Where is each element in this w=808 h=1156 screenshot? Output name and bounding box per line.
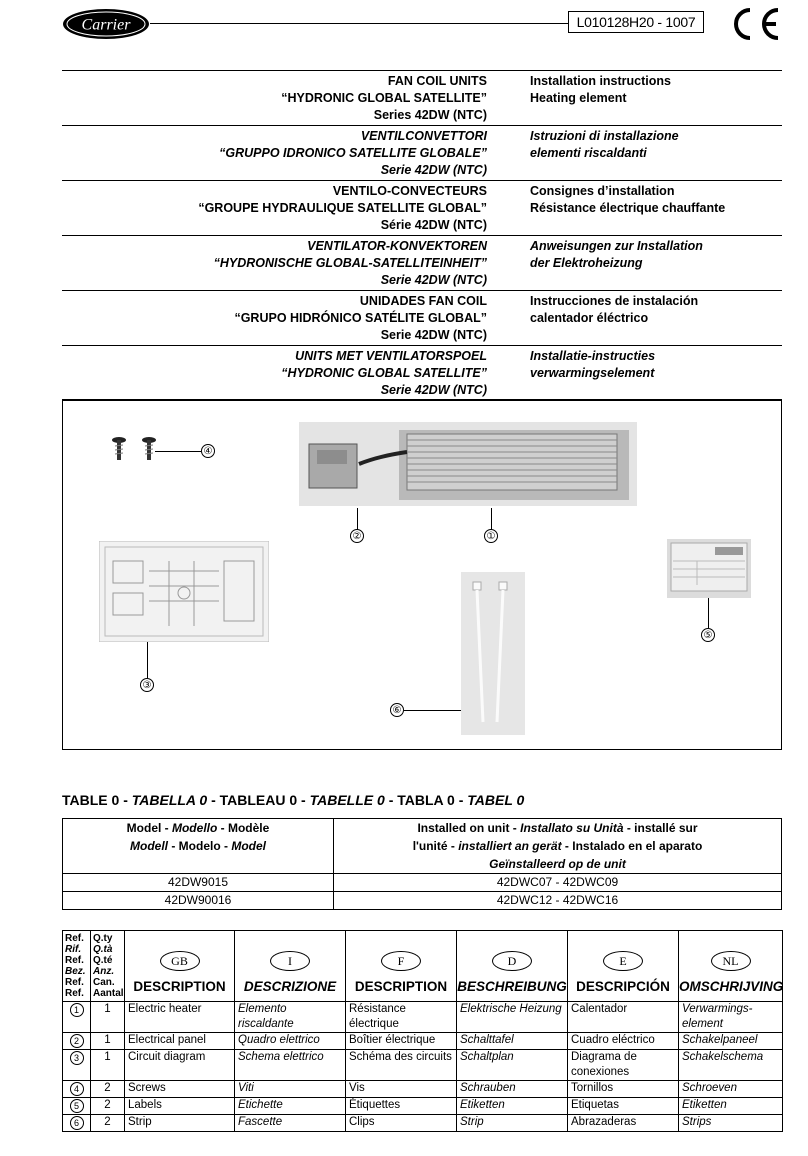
callout-5: ⑤	[701, 628, 715, 642]
table0-title: TABLE 0 - TABELLA 0 - TABLEAU 0 - TABELLE 0 - TABLA 0 - TABEL 0	[62, 792, 525, 808]
title-line: Résistance électrique chauffante	[530, 201, 726, 215]
description-cell: Cuadro eléctrico	[568, 1033, 679, 1050]
description-cell: Quadro elettrico	[235, 1033, 346, 1050]
description-cell: Schéma des circuits	[346, 1050, 457, 1081]
description-cell: Résistance électrique	[346, 1002, 457, 1033]
language-code-badge: NL	[711, 951, 751, 971]
title-product-name	[62, 73, 487, 124]
ref-cell: 2	[63, 1033, 91, 1050]
language-code-badge: E	[603, 951, 643, 971]
table-row	[63, 1002, 783, 1033]
description-cell: Schakelschema	[679, 1050, 783, 1081]
title-line: Istruzioni di installazione	[530, 129, 679, 143]
language-code-badge: F	[381, 951, 421, 971]
model-header: Model - Modello - Modèle Modell - Modelo - Model	[63, 819, 334, 874]
carrier-logo	[62, 8, 150, 40]
title-line: UNITS MET VENTILATORSPOEL	[295, 349, 487, 363]
language-header	[457, 931, 568, 1002]
title-line: “GRUPPO IDRONICO SATELLITE GLOBALE”	[219, 146, 487, 160]
ref-cell: 3	[63, 1050, 91, 1081]
description-cell: Electrical panel	[125, 1033, 235, 1050]
title-line: elementi riscaldanti	[530, 146, 647, 160]
description-cell: Fascette	[235, 1115, 346, 1132]
description-cell: Circuit diagram	[125, 1050, 235, 1081]
ref-cell: 6	[63, 1115, 91, 1132]
description-cell: Schakelpaneel	[679, 1033, 783, 1050]
title-document-type	[487, 128, 782, 179]
ref-cell: 1	[63, 1002, 91, 1033]
language-header	[235, 931, 346, 1002]
title-document-type	[487, 238, 782, 289]
qty-cell: 1	[91, 1002, 125, 1033]
title-line: Serie 42DW (NTC)	[380, 383, 487, 397]
title-line: VENTILATOR-KONVEKTOREN	[307, 239, 487, 253]
column-title: DESCRIPTION	[133, 979, 226, 994]
title-line: calentador éléctrico	[530, 311, 649, 325]
description-cell: Elemento riscaldante	[235, 1002, 346, 1033]
title-line: Serie 42DW (NTC)	[380, 273, 487, 287]
parts-table	[62, 930, 783, 1132]
title-line: “GROUPE HYDRAULIQUE SATELLITE GLOBAL”	[198, 201, 487, 215]
title-line: Heating element	[530, 91, 627, 105]
labels-image	[667, 539, 751, 598]
model-cell: 42DW9015	[63, 874, 334, 892]
qty-cell: 2	[91, 1115, 125, 1132]
description-cell: Vis	[346, 1081, 457, 1098]
table-row	[63, 874, 782, 892]
table-row	[63, 1033, 783, 1050]
title-line: Instrucciones de instalación	[530, 294, 699, 308]
title-line: Anweisungen zur Installation	[530, 239, 703, 253]
description-cell: Strip	[125, 1115, 235, 1132]
description-cell: Clips	[346, 1115, 457, 1132]
description-cell: Schroeven	[679, 1081, 783, 1098]
qty-cell: 1	[91, 1050, 125, 1081]
title-product-name	[62, 183, 487, 234]
title-group	[62, 235, 782, 290]
table-row	[63, 892, 782, 910]
qty-cell: 2	[91, 1098, 125, 1115]
description-cell: Elektrische Heizung	[457, 1002, 568, 1033]
title-line: Serie 42DW (NTC)	[380, 328, 487, 342]
qty-cell: 2	[91, 1081, 125, 1098]
circuit-diagram-image	[99, 541, 269, 642]
title-line: “GRUPO HIDRÓNICO SATÉLITE GLOBAL”	[234, 311, 487, 325]
column-title: DESCRIPTION	[354, 979, 448, 994]
title-product-name	[62, 238, 487, 289]
ref-cell: 5	[63, 1098, 91, 1115]
qty-cell: 1	[91, 1033, 125, 1050]
title-line: Serie 42DW (NTC)	[380, 163, 487, 177]
installed-cell: 42DWC12 - 42DWC16	[334, 892, 782, 910]
callout-4: ④	[201, 444, 215, 458]
document-code: L010128H20 - 1007	[568, 11, 704, 33]
callout-3: ③	[140, 678, 154, 692]
language-header	[568, 931, 679, 1002]
title-product-name	[62, 348, 487, 399]
title-group	[62, 345, 782, 401]
callout-1: ①	[484, 529, 498, 543]
title-line: Series 42DW (NTC)	[373, 108, 487, 122]
description-cell: Labels	[125, 1098, 235, 1115]
qty-header: Q.ty Q.tà Q.té Anz. Can. Aantal	[91, 931, 125, 1002]
description-cell: Viti	[235, 1081, 346, 1098]
title-document-type	[487, 73, 782, 124]
title-line: VENTILCONVETTORI	[360, 129, 487, 143]
parts-header-row	[63, 931, 783, 1002]
installed-cell: 42DWC07 - 42DWC09	[334, 874, 782, 892]
description-cell: Diagrama de conexiones	[568, 1050, 679, 1081]
ref-header: Ref. Rif. Ref. Bez. Ref. Ref.	[63, 931, 91, 1002]
column-title: BESCHREIBUNG	[457, 979, 567, 994]
model-table	[62, 818, 782, 910]
title-line: der Elektroheizung	[530, 256, 643, 270]
title-line: Série 42DW (NTC)	[380, 218, 487, 232]
electric-heater-image	[299, 422, 637, 506]
model-cell: 42DW90016	[63, 892, 334, 910]
language-header	[125, 931, 235, 1002]
title-line: verwarmingselement	[530, 366, 655, 380]
title-group	[62, 125, 782, 180]
description-cell: Strip	[457, 1115, 568, 1132]
column-title: DESCRIPCIÓN	[576, 979, 670, 994]
title-product-name	[62, 293, 487, 344]
description-cell: Schaltplan	[457, 1050, 568, 1081]
language-header	[346, 931, 457, 1002]
title-document-type	[487, 348, 782, 399]
description-cell: Schrauben	[457, 1081, 568, 1098]
title-line: “HYDRONISCHE GLOBAL-SATELLITEINHEIT”	[213, 256, 487, 270]
description-cell: Strips	[679, 1115, 783, 1132]
title-line: Installation instructions	[530, 74, 671, 88]
installed-header: Installed on unit - Installato su Unità - installé sur l'unité - installiert an gerät - Instalado en el aparato Geïnstalleerd op de unit	[334, 819, 782, 874]
description-cell: Etichette	[235, 1098, 346, 1115]
strips-image	[461, 572, 525, 735]
language-code-badge: GB	[160, 951, 200, 971]
title-document-type	[487, 293, 782, 344]
title-line: VENTILO-CONVECTEURS	[332, 184, 487, 198]
description-cell: Electric heater	[125, 1002, 235, 1033]
header-rule	[150, 23, 568, 24]
description-cell: Etiquetas	[568, 1098, 679, 1115]
title-group	[62, 70, 782, 125]
description-cell: Etiketten	[457, 1098, 568, 1115]
title-group	[62, 180, 782, 235]
ref-cell: 4	[63, 1081, 91, 1098]
description-cell: Boîtier électrique	[346, 1033, 457, 1050]
title-line: UNIDADES FAN COIL	[359, 294, 487, 308]
description-cell: Schalttafel	[457, 1033, 568, 1050]
callout-2: ②	[350, 529, 364, 543]
description-cell: Abrazaderas	[568, 1115, 679, 1132]
table-row	[63, 1115, 783, 1132]
title-line: Consignes d’installation	[530, 184, 675, 198]
description-cell: Etiketten	[679, 1098, 783, 1115]
description-cell: Verwarmings-element	[679, 1002, 783, 1033]
column-title: DESCRIZIONE	[243, 979, 337, 994]
description-cell: Calentador	[568, 1002, 679, 1033]
column-title: OMSCHRIJVING	[679, 979, 784, 994]
language-code-badge: I	[270, 951, 310, 971]
language-code-badge: D	[492, 951, 532, 971]
table-row	[63, 1081, 783, 1098]
table-row	[63, 1050, 783, 1081]
title-product-name	[62, 128, 487, 179]
brand-text: Carrier	[81, 16, 131, 34]
description-cell: Schema elettrico	[235, 1050, 346, 1081]
title-document-type	[487, 183, 782, 234]
description-cell: Tornillos	[568, 1081, 679, 1098]
language-header	[679, 931, 783, 1002]
description-cell: Screws	[125, 1081, 235, 1098]
components-photo-frame	[62, 399, 782, 750]
table-row	[63, 1098, 783, 1115]
title-line: “HYDRONIC GLOBAL SATELLITE”	[281, 366, 487, 380]
title-line: Installatie-instructies	[530, 349, 656, 363]
title-group	[62, 290, 782, 345]
title-line: “HYDRONIC GLOBAL SATELLITE”	[281, 91, 487, 105]
title-block	[62, 70, 782, 401]
title-line: FAN COIL UNITS	[387, 74, 487, 88]
ce-mark-icon	[726, 4, 784, 44]
callout-6: ⑥	[390, 703, 404, 717]
description-cell: Étiquettes	[346, 1098, 457, 1115]
